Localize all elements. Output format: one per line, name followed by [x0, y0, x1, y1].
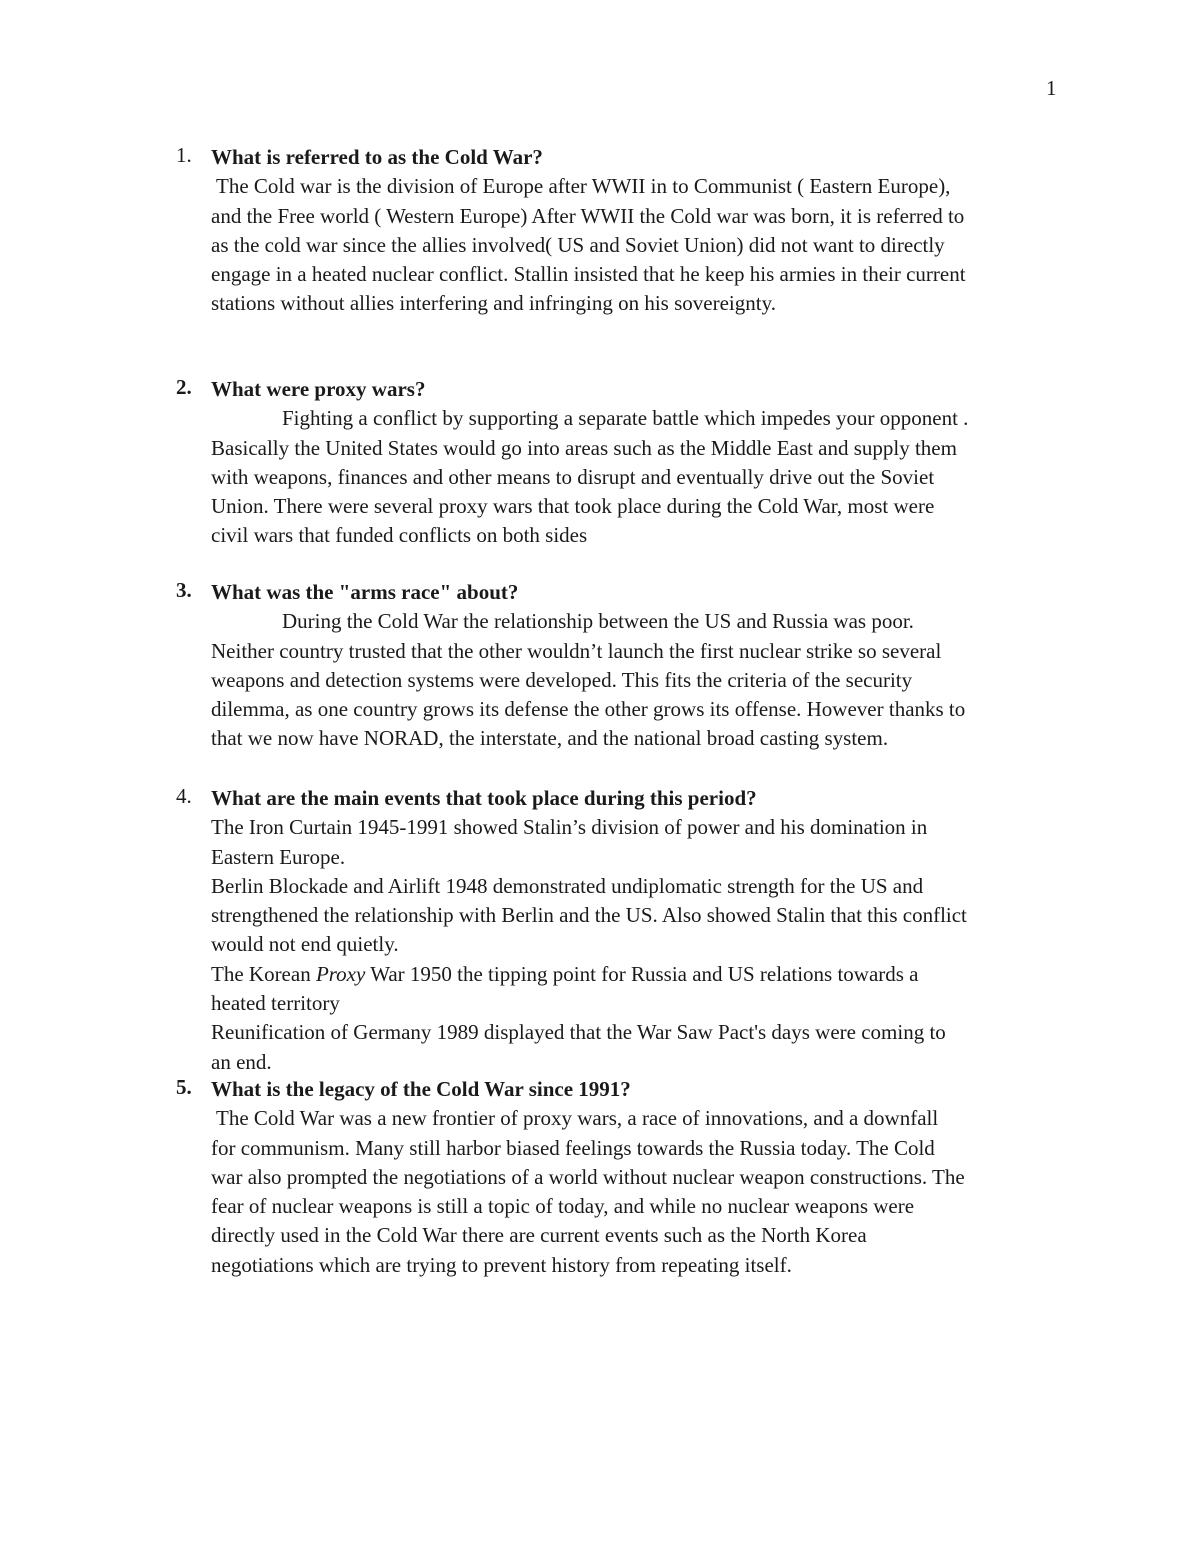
question-4-heading: What are the main events that took place during this period?	[211, 786, 757, 810]
answer-5-line: directly used in the Cold War there are current events such as the North Korea	[211, 1223, 867, 1248]
question-1-heading: What is referred to as the Cold War?	[211, 145, 543, 169]
answer-2-line: Union. There were several proxy wars that took place during the Cold War, most were	[211, 494, 935, 519]
question-1-number: 1.	[176, 143, 192, 167]
answer-2-line: Fighting a conflict by supporting a separate battle which impedes your opponent .	[282, 406, 969, 431]
answer-1-line: and the Free world ( Western Europe) After WWII the Cold war was born, it is referred to	[211, 203, 965, 228]
answer-5-line: fear of nuclear weapons is still a topic of today, and while no nuclear weapons were	[211, 1194, 915, 1219]
answer-2-line: civil wars that funded conflicts on both sides	[211, 523, 588, 548]
answer-4-line: heated territory	[211, 991, 340, 1016]
answer-4-line: Berlin Blockade and Airlift 1948 demonstrated undiplomatic strength for the US and	[211, 873, 924, 898]
answer-3-line: dilemma, as one country grows its defense the other grows its offense. However thanks to	[211, 697, 966, 722]
answer-3-line: During the Cold War the relationship between the US and Russia was poor.	[282, 609, 914, 634]
korean-text-end: War 1950 the tipping point for Russia and US relations towards a	[365, 961, 919, 986]
korean-text-start: The Korean	[211, 961, 316, 986]
answer-5-line: war also prompted the negotiations of a world without nuclear weapon constructions. The	[211, 1164, 965, 1189]
answer-4-line: strengthened the relationship with Berlin and the US. Also showed Stalin that this conflict	[211, 903, 967, 928]
answer-3-line: that we now have NORAD, the interstate, and the national broad casting system.	[211, 726, 889, 751]
answer-4-line: Eastern Europe.	[211, 844, 346, 869]
page-number: 1	[1046, 76, 1057, 100]
answer-4-line: The Iron Curtain 1945-1991 showed Stalin’s division of power and his domination in	[211, 815, 928, 840]
answer-5-line: The Cold War was a new frontier of proxy wars, a race of innovations, and a downfall	[216, 1106, 939, 1131]
proxy-italic-word: Proxy	[315, 961, 366, 986]
question-2-number: 2.	[176, 375, 192, 399]
answer-4-line: Reunification of Germany 1989 displayed that the War Saw Pact's days were coming to	[211, 1020, 946, 1045]
answer-4-line-korean	[211, 960, 1081, 989]
question-2-heading: What were proxy wars?	[211, 377, 426, 401]
answer-3-line: weapons and detection systems were developed. This fits the criteria of the security	[211, 667, 913, 692]
answer-5-line: negotiations which are trying to prevent history from repeating itself.	[211, 1252, 792, 1277]
answer-2-line: with weapons, finances and other means to disrupt and eventually drive out the Soviet	[211, 464, 935, 489]
question-4-number: 4.	[176, 784, 192, 808]
answer-4-line: an end.	[211, 1049, 272, 1074]
answer-3-line: Neither country trusted that the other wouldn’t launch the first nuclear strike so several	[211, 638, 942, 663]
answer-1-line: engage in a heated nuclear conflict. Stallin insisted that he keep his armies in their current	[211, 262, 966, 287]
answer-1-line: The Cold war is the division of Europe after WWII in to Communist ( Eastern Europe),	[216, 174, 951, 199]
answer-2-line: Basically the United States would go into areas such as the Middle East and supply them	[211, 435, 957, 460]
question-3-number: 3.	[176, 578, 192, 602]
answer-1-line: stations without allies interfering and infringing on his sovereignty.	[211, 291, 776, 316]
answer-1-line: as the cold war since the allies involved( US and Soviet Union) did not want to directly	[211, 232, 945, 257]
question-5-heading: What is the legacy of the Cold War since 1991?	[211, 1077, 631, 1101]
question-5-number: 5.	[176, 1075, 192, 1099]
question-3-heading: What was the "arms race" about?	[211, 580, 519, 604]
answer-4-line: would not end quietly.	[211, 932, 399, 957]
answer-5-line: for communism. Many still harbor biased feelings towards the Russia today. The Cold	[211, 1135, 935, 1160]
